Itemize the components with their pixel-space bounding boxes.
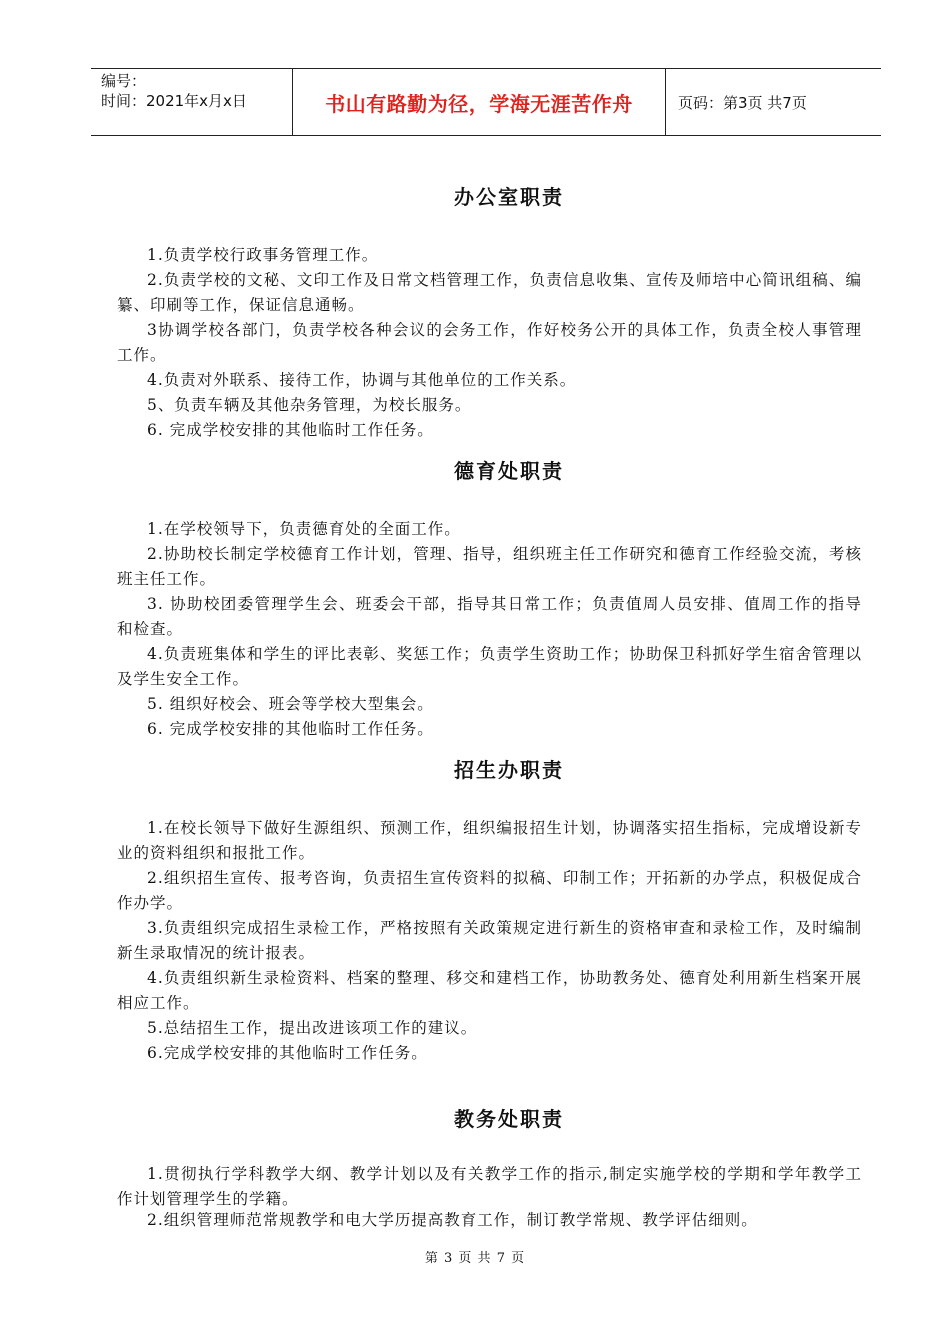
admissions-item-3: 3.负责组织完成招生录检工作，严格按照有关政策规定进行新生的资格审查和录检工作，及时编制新生录取情况的统计报表。	[117, 919, 862, 962]
time-label: 时间：2021年x月x日	[101, 92, 247, 110]
section-title-admissions: 招生办职责	[454, 758, 564, 782]
header-meta-cell	[91, 69, 293, 135]
moral-item-4: 4.负责班集体和学生的评比表彰、奖惩工作；负责学生资助工作；协助保卫科抓好学生宿舍管理以及学生安全工作。	[117, 645, 862, 688]
office-item-1: 1.负责学校行政事务管理工作。	[147, 246, 379, 264]
section-title-office: 办公室职责	[454, 185, 564, 209]
moral-item-3: 3. 协助校团委管理学生会、班委会干部，指导其日常工作；负责值周人员安排、值周工作的指导和检查。	[117, 595, 862, 638]
section-title-moral-education: 德育处职责	[454, 459, 564, 483]
moral-item-1: 1.在学校领导下，负责德育处的全面工作。	[147, 520, 461, 538]
admissions-item-5: 5.总结招生工作，提出改进该项工作的建议。	[147, 1019, 478, 1037]
office-item-6: 6. 完成学校安排的其他临时工作任务。	[147, 421, 434, 439]
moral-item-6: 6. 完成学校安排的其他临时工作任务。	[147, 720, 434, 738]
office-item-3: 3协调学校各部门，负责学校各种会议的会务工作，作好校务公开的具体工作，负责全校人事管理工作。	[117, 321, 862, 364]
page-footer: 第 3 页 共 7 页	[424, 1251, 526, 1266]
admissions-item-4: 4.负责组织新生录检资料、档案的整理、移交和建档工作，协助教务处、德育处利用新生档案开展相应工作。	[117, 969, 862, 1012]
admissions-item-6: 6.完成学校安排的其他临时工作任务。	[147, 1044, 428, 1062]
moral-item-5: 5. 组织好校会、班会等学校大型集会。	[147, 695, 434, 713]
academic-item-1: 1.贯彻执行学科教学大纲、教学计划以及有关教学工作的指示,制定实施学校的学期和学年教学工作计划管理学生的学籍。	[117, 1165, 862, 1208]
admissions-item-2: 2.组织招生宣传、报考咨询，负责招生宣传资料的拟稿、印制工作；开拓新的办学点，积极促成合作办学。	[117, 869, 862, 912]
number-label: 编号：	[101, 72, 147, 90]
office-item-2: 2.负责学校的文秘、文印工作及日常文档管理工作，负责信息收集、宣传及师培中心简讯组稿、编纂、印刷等工作，保证信息通畅。	[117, 271, 862, 314]
document-header	[91, 68, 881, 136]
office-item-4: 4.负责对外联系、接待工作，协调与其他单位的工作关系。	[147, 371, 577, 389]
moral-item-2: 2.协助校长制定学校德育工作计划，管理、指导，组织班主任工作研究和德育工作经验交流，考核班主任工作。	[117, 545, 862, 588]
academic-item-2: 2.组织管理师范常规教学和电大学历提高教育工作，制订教学常规、教学评估细则。	[147, 1211, 758, 1229]
section-title-academic-affairs: 教务处职责	[454, 1107, 564, 1131]
header-page-label: 页码：第3页 共7页	[678, 93, 807, 112]
office-item-5: 5、负责车辆及其他杂务管理，为校长服务。	[147, 396, 472, 414]
admissions-item-1: 1.在校长领导下做好生源组织、预测工作，组织编报招生计划，协调落实招生指标，完成增设新专业的资料组织和报批工作。	[117, 819, 862, 862]
header-motto: 书山有路勤为径，学海无涯苦作舟	[293, 69, 666, 135]
